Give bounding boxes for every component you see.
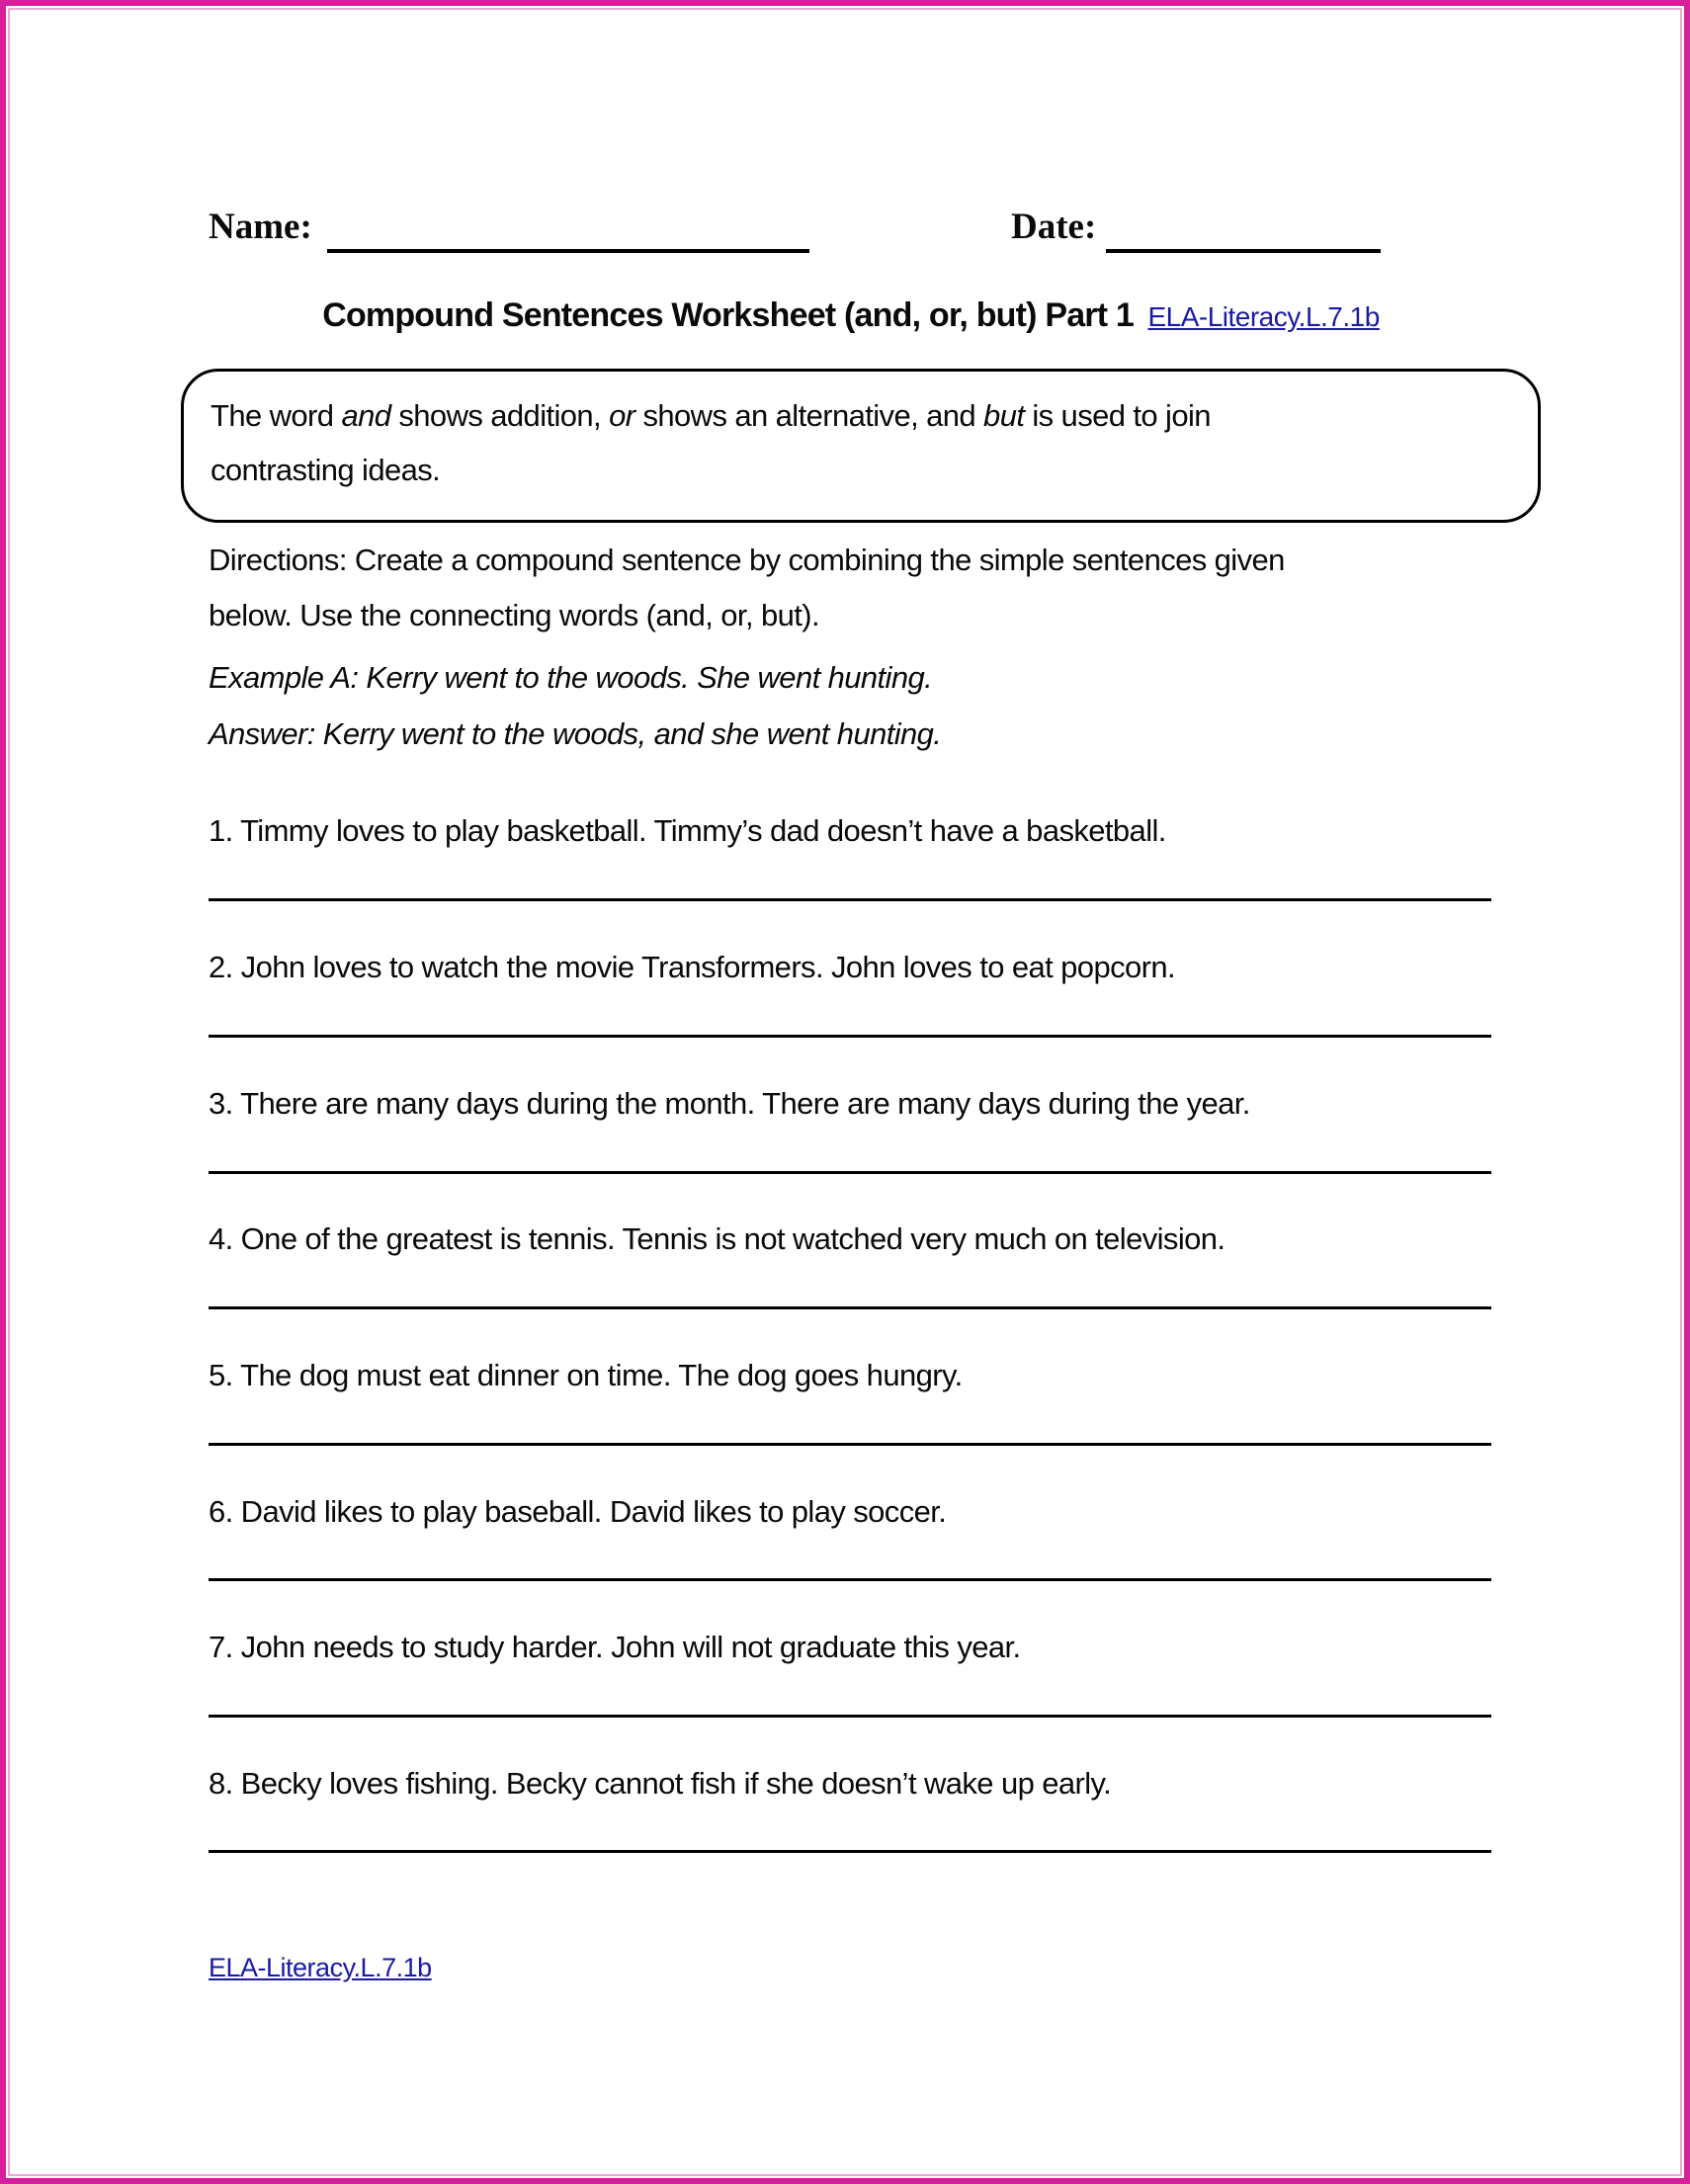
date-label: Date: bbox=[1011, 207, 1097, 247]
example-answer-line: Answer: Kerry went to the woods, and she went hunting. bbox=[209, 716, 942, 751]
example-line: Example A: Kerry went to the woods. She went hunting. bbox=[209, 660, 933, 695]
definition-text: The word bbox=[211, 398, 342, 433]
answer-line-8 bbox=[209, 1850, 1491, 1853]
date-blank-line bbox=[1106, 249, 1381, 253]
page-title: Compound Sentences Worksheet (and, or, but) Part 1 bbox=[322, 296, 1135, 334]
question-3: 3. There are many days during the month. There are many days during the year. bbox=[209, 1086, 1250, 1121]
answer-line-2 bbox=[209, 1035, 1491, 1038]
answer-line-1 bbox=[209, 898, 1491, 901]
answer-line-7 bbox=[209, 1715, 1491, 1718]
question-1: 1. Timmy loves to play basketball. Timmy’s dad doesn’t have a basketball. bbox=[209, 813, 1166, 848]
example bbox=[209, 649, 1523, 762]
definition-line-2: contrasting ideas. bbox=[211, 453, 441, 487]
definition-text: shows addition, bbox=[390, 398, 610, 433]
answer-line-6 bbox=[209, 1578, 1491, 1581]
definition-text: shows an alternative, and bbox=[634, 398, 984, 433]
footer-standard-link[interactable]: ELA-Literacy.L.7.1b bbox=[209, 1953, 432, 1982]
definition-text: is used to join bbox=[1024, 398, 1211, 433]
italic-word-but: but bbox=[983, 398, 1025, 433]
question-2: 2. John loves to watch the movie Transformers. John loves to eat popcorn. bbox=[209, 950, 1176, 984]
answer-line-5 bbox=[209, 1443, 1491, 1446]
answer-line-3 bbox=[209, 1171, 1491, 1174]
directions-line-2: below. Use the connecting words (and, or, but). bbox=[209, 598, 820, 632]
italic-word-or: or bbox=[609, 398, 635, 433]
question-5: 5. The dog must eat dinner on time. The dog goes hungry. bbox=[209, 1358, 963, 1392]
question-7: 7. John needs to study harder. John will not graduate this year. bbox=[209, 1630, 1021, 1664]
italic-word-and: and bbox=[341, 398, 391, 433]
answer-line-4 bbox=[209, 1306, 1491, 1309]
definition-line-1 bbox=[211, 388, 1508, 443]
question-8: 8. Becky loves fishing. Becky cannot fish if she doesn’t wake up early. bbox=[209, 1766, 1112, 1801]
name-blank-line bbox=[327, 249, 809, 253]
definition-box bbox=[181, 369, 1541, 523]
title-row bbox=[6, 296, 1690, 335]
standard-link[interactable]: ELA-Literacy.L.7.1b bbox=[1147, 301, 1380, 332]
name-label: Name: bbox=[209, 207, 312, 247]
question-6: 6. David likes to play baseball. David likes to play soccer. bbox=[209, 1494, 947, 1529]
directions bbox=[209, 533, 1523, 643]
question-4: 4. One of the greatest is tennis. Tennis is not watched very much on television. bbox=[209, 1221, 1225, 1256]
directions-line-1: Directions: Create a compound sentence by combining the simple sentences given bbox=[209, 543, 1285, 577]
